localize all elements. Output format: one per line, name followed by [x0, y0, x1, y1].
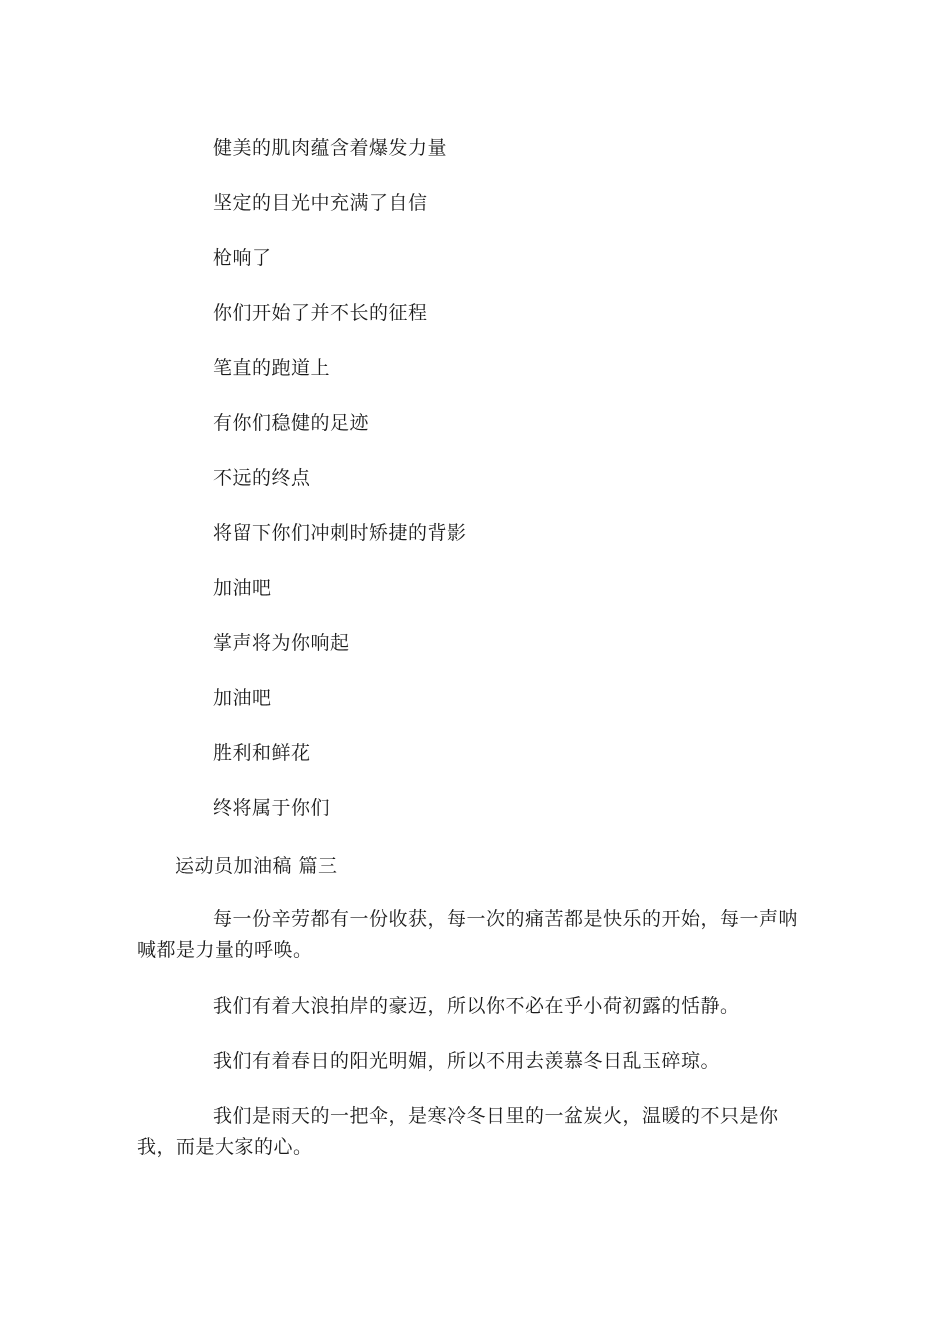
poem-line: 将留下你们冲刺时矫捷的背影: [213, 522, 467, 544]
poem-line: 有你们稳健的足迹: [213, 412, 370, 434]
poem-line: 终将属于你们: [213, 797, 331, 819]
poem-line: 不远的终点: [213, 467, 311, 489]
poem-line: 你们开始了并不长的征程: [213, 302, 428, 324]
paragraph: 每一份辛劳都有一份收获，每一次的痛苦都是快乐的开始，每一声呐喊都是力量的呼唤。: [137, 908, 799, 961]
paragraph: 我们有着大浪拍岸的豪迈，所以你不必在乎小荷初露的恬静。: [213, 995, 740, 1017]
poem-line: 加油吧: [213, 577, 272, 599]
poem-line: 加油吧: [213, 687, 272, 709]
poem-line: 健美的肌肉蕴含着爆发力量: [213, 137, 448, 159]
poem-line: 坚定的目光中充满了自信: [213, 192, 428, 214]
poem-line: 胜利和鲜花: [213, 742, 311, 764]
paragraph: 我们有着春日的阳光明媚，所以不用去羡慕冬日乱玉碎琼。: [213, 1050, 721, 1072]
poem-line: 笔直的跑道上: [213, 357, 331, 379]
poem-line: 掌声将为你响起: [213, 632, 350, 654]
section-heading: 运动员加油稿 篇三: [175, 855, 338, 877]
poem-line: 枪响了: [213, 247, 272, 269]
paragraph: 我们是雨天的一把伞，是寒冷冬日里的一盆炭火，温暖的不只是你我，而是大家的心。: [137, 1105, 779, 1158]
